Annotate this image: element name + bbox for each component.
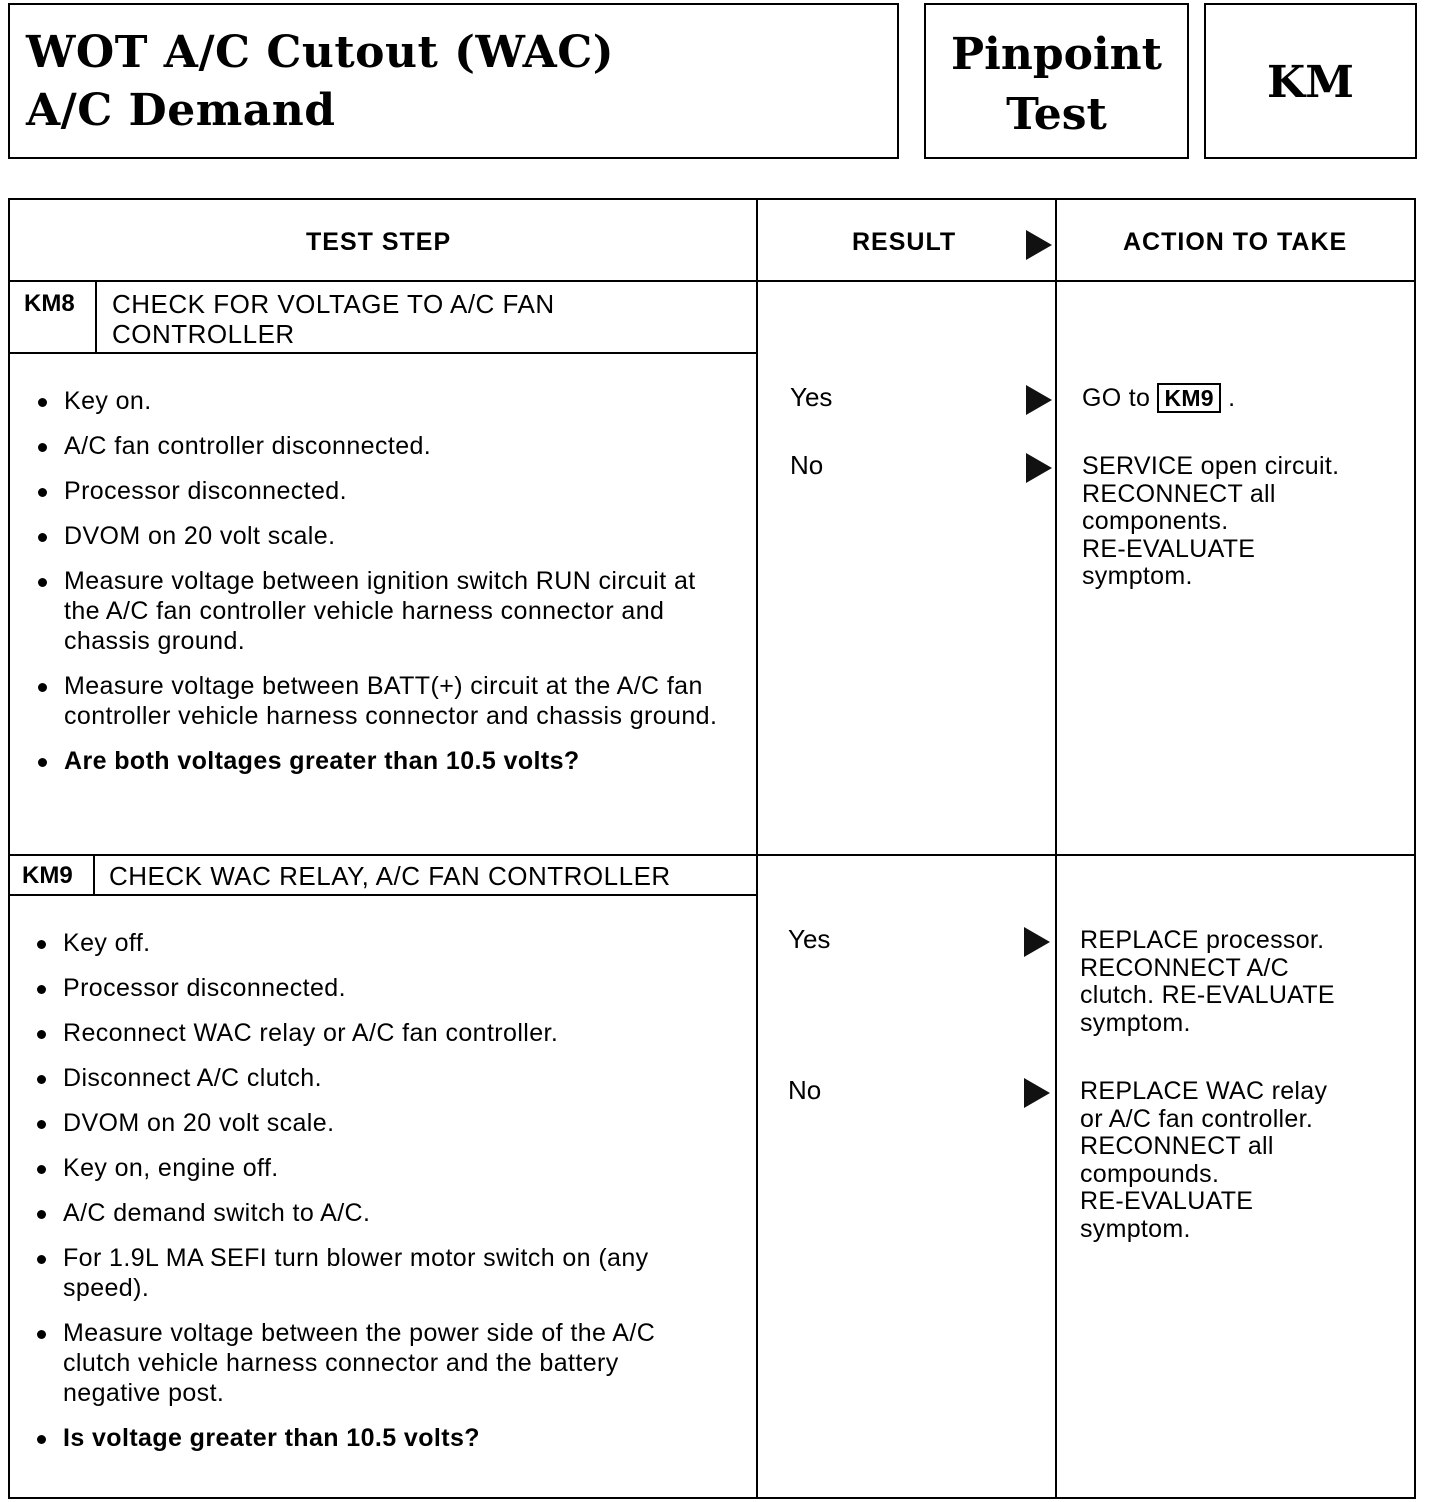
result-yes-km8: Yes [790, 382, 833, 412]
list-item: Processor disconnected. [35, 973, 735, 1003]
action-line: SERVICE open circuit. [1082, 452, 1340, 480]
page-title-line1: WOT A/C Cutout (WAC) [26, 27, 615, 78]
step-id-divider [93, 856, 95, 894]
step-km8-instructions [36, 386, 736, 776]
result-arrow-icon [1026, 453, 1052, 483]
list-item: Reconnect WAC relay or A/C fan controller. [35, 1018, 735, 1048]
step-header-divider [10, 352, 756, 354]
test-code: KM [1267, 57, 1354, 108]
list-item: Processor disconnected. [36, 476, 736, 506]
action-line: RE-EVALUATE [1082, 534, 1256, 563]
test-type-line2: Test [1006, 89, 1107, 140]
column-divider-action [1055, 200, 1057, 1497]
column-header-test-step: TEST STEP [306, 228, 452, 256]
step-reference-km9[interactable]: KM9 [1157, 383, 1220, 413]
action-text: GO to [1082, 384, 1151, 412]
page-title-line2: A/C Demand [26, 85, 336, 136]
action-km9-yes [1080, 927, 1400, 1037]
action-km9-no [1080, 1078, 1400, 1243]
action-line: REPLACE WAC relay [1080, 1077, 1328, 1105]
list-item: A/C demand switch to A/C. [35, 1198, 735, 1228]
action-km8-yes [1082, 385, 1402, 413]
action-line: symptom. [1080, 1008, 1191, 1037]
test-type-box [924, 3, 1189, 159]
result-no-km9: No [788, 1075, 822, 1105]
column-header-action: ACTION TO TAKE [1123, 228, 1348, 256]
result-arrow-icon [1024, 927, 1050, 957]
column-divider-result [756, 200, 758, 1497]
action-line: REPLACE processor. [1080, 926, 1325, 954]
step-title-km9: CHECK WAC RELAY, A/C FAN CONTROLLER [109, 861, 671, 891]
header-divider [10, 280, 1414, 282]
action-text: . [1228, 384, 1236, 412]
list-item: For 1.9L MA SEFI turn blower motor switch on (any speed). [35, 1243, 695, 1303]
list-item: Disconnect A/C clutch. [35, 1063, 735, 1093]
action-km8-no [1082, 453, 1402, 591]
step-title-km8-line1: CHECK FOR VOLTAGE TO A/C FAN [112, 289, 555, 319]
step-id-divider [95, 282, 97, 352]
list-item: Measure voltage between the power side of the A/C clutch vehicle harness connector and the battery negative post. [35, 1318, 705, 1408]
action-line: compounds. [1080, 1159, 1220, 1188]
step-id-km9: KM9 [22, 862, 73, 889]
list-item: DVOM on 20 volt scale. [35, 1108, 735, 1138]
action-line: symptom. [1080, 1214, 1191, 1243]
action-line: or A/C fan controller. [1080, 1104, 1314, 1133]
result-arrow-icon [1026, 385, 1052, 415]
result-yes-km9: Yes [788, 924, 831, 954]
list-item-question: Are both voltages greater than 10.5 volts? [36, 746, 736, 776]
list-item-question: Is voltage greater than 10.5 volts? [35, 1423, 735, 1453]
list-item: A/C fan controller disconnected. [36, 431, 736, 461]
result-arrow-icon [1026, 230, 1052, 260]
action-line: clutch. RE-EVALUATE [1080, 981, 1335, 1009]
step-divider [10, 854, 1414, 856]
step-header-divider [10, 894, 756, 896]
list-item: Key off. [35, 928, 735, 958]
list-item: Key on, engine off. [35, 1153, 735, 1183]
pinpoint-test-table [8, 198, 1416, 1499]
result-arrow-icon [1024, 1078, 1050, 1108]
test-type-line1: Pinpoint [951, 29, 1162, 80]
action-line: RECONNECT A/C [1080, 953, 1290, 982]
list-item: Key on. [36, 386, 736, 416]
action-line: RECONNECT all [1080, 1132, 1274, 1160]
column-header-result: RESULT [852, 228, 957, 256]
list-item: Measure voltage between BATT(+) circuit at the A/C fan controller vehicle harness connector and chassis ground. [36, 671, 726, 731]
action-line: RE-EVALUATE [1080, 1187, 1254, 1215]
test-code-box [1204, 3, 1417, 159]
action-line: symptom. [1082, 562, 1193, 590]
step-title-km8-line2: CONTROLLER [112, 319, 295, 349]
action-line: components. [1082, 507, 1229, 535]
action-line: RECONNECT all [1082, 479, 1276, 508]
list-item: DVOM on 20 volt scale. [36, 521, 736, 551]
step-id-km8: KM8 [24, 290, 75, 317]
title-box [8, 3, 899, 159]
result-no-km8: No [790, 450, 824, 480]
step-km9-instructions [35, 928, 735, 1453]
list-item: Measure voltage between ignition switch RUN circuit at the A/C fan controller vehicle harness connector and chassis ground. [36, 566, 706, 656]
